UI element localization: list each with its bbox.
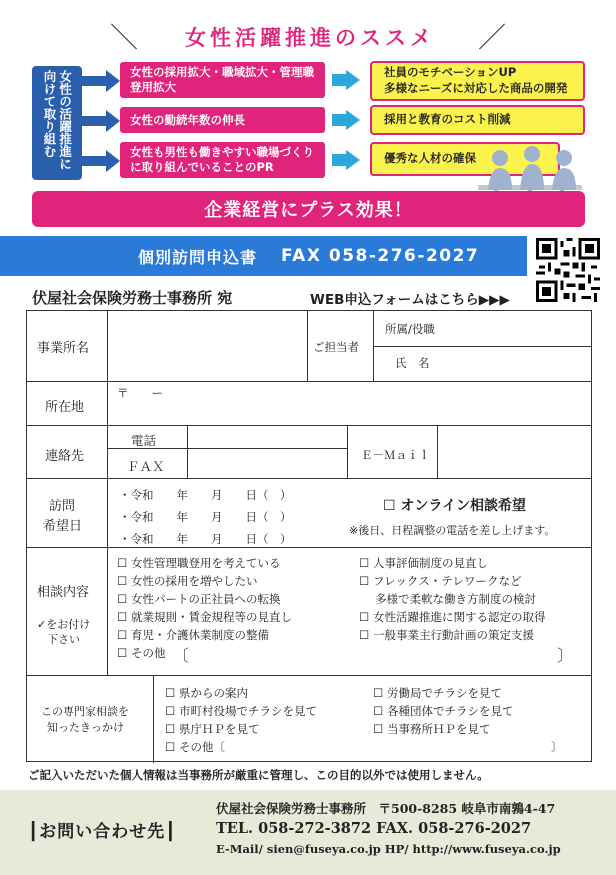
consult-option[interactable]: ☐ 就業規則・賃金規程等の見直し — [117, 610, 292, 624]
date-option-2[interactable]: ・令和 年 月 日（ ） — [119, 510, 292, 524]
web-form-link[interactable]: WEB申込フォームはこちら▶▶▶ — [310, 292, 510, 308]
address-label: 所在地 — [45, 400, 85, 415]
contact-person-label: ご担当者 — [313, 340, 359, 354]
date-option-1[interactable]: ・令和 年 月 日（ ） — [119, 488, 292, 502]
office-addressee: 伏屋社会保険労務士事務所 宛 — [32, 289, 233, 307]
consult-option[interactable]: ☐ 女性の採用を増やしたい — [117, 574, 258, 588]
consult-hint-1: ✓をお付け — [37, 618, 91, 631]
privacy-notice: ご記入いただいた個人情報は当事務所が厳重に管理し、この目的以外では使用しません。 — [28, 768, 489, 782]
cyan-arrow-1 — [332, 70, 360, 90]
result-text-3: 優秀な人材の確保 — [384, 151, 476, 166]
action-text-1: 女性の採用拡大・職域拡大・管理職登用拡大 — [130, 65, 314, 94]
consult-option-continued: 多様で柔軟な働き方制度の検討 — [375, 592, 536, 606]
plus-effect-text: 企業経営にプラス効果！ — [204, 200, 413, 221]
schedule-note: ※後日、日程調整の電話を差し上げます。 — [349, 524, 556, 537]
form-title: 個別訪問申込書 — [138, 247, 258, 267]
action-text-3: 女性も男性も働きやすい職場づくりに取り組んでいることのPR — [130, 145, 314, 174]
trigger-label-2: 知ったきっかけ — [47, 721, 124, 734]
trigger-label-1: この専門家相談を — [41, 705, 129, 718]
cyan-arrow-3 — [332, 150, 360, 170]
blue-arrow-2 — [82, 110, 120, 132]
result-box-2 — [370, 105, 585, 135]
consult-option[interactable]: ☐ フレックス・テレワークなど — [359, 574, 522, 588]
result-box-1 — [370, 61, 585, 101]
consult-option[interactable]: ☐ 女性活躍推進に関する認定の取得 — [359, 610, 546, 624]
contact-title: ┃お問い合わせ先┃ — [28, 822, 177, 842]
qr-code-icon[interactable] — [536, 238, 600, 302]
form-header — [0, 236, 527, 276]
banner-title: 女性活躍推進のススメ — [185, 26, 435, 50]
action-box-3 — [120, 142, 325, 178]
slash-left: ＼ — [110, 21, 139, 54]
consult-option[interactable]: ☐ 育児・介護休業制度の整備 — [117, 628, 269, 642]
contact-label: 連絡先 — [45, 449, 85, 464]
visit-label-2: 希望日 — [43, 519, 83, 534]
action-text-2: 女性の勤続年数の伸長 — [130, 112, 245, 127]
fax-label: ＦＡＸ — [127, 459, 165, 474]
vertical-label-box — [32, 66, 82, 180]
position-label: 所属/役職 — [385, 322, 435, 336]
trigger-bracket-close: 〕 — [551, 740, 563, 754]
application-form — [26, 310, 592, 762]
cyan-arrow-2 — [332, 110, 360, 130]
trigger-option[interactable]: ☐ 当事務所ＨＰを見て — [373, 722, 491, 736]
action-box-1 — [120, 62, 325, 98]
trigger-option[interactable]: ☐ 市町村役場でチラシを見て — [165, 704, 317, 718]
visit-label-1: 訪問 — [49, 499, 76, 514]
tel-fax-line: TEL. 058-272-3872 FAX. 058-276-2027 — [216, 820, 532, 837]
plus-effect-banner — [32, 191, 585, 227]
email-label: Ｅ－Ｍａｉｌ — [361, 448, 430, 462]
trigger-option[interactable]: ☐ 県庁ＨＰを見て — [165, 722, 260, 736]
blue-arrow-1 — [82, 70, 120, 92]
trigger-other-option[interactable]: ☐ その他〔 — [165, 740, 225, 754]
date-option-3[interactable]: ・令和 年 月 日（ ） — [119, 532, 292, 546]
email-web-line[interactable]: E-Mail/ sien@fuseya.co.jp HP/ http://www.fuseya.co.jp — [216, 842, 561, 856]
slash-right: ／ — [478, 21, 507, 54]
blue-arrow-3 — [82, 150, 120, 172]
company-input[interactable] — [117, 321, 297, 371]
postal-code-field[interactable]: 〒 ー — [117, 386, 163, 400]
consult-other-option[interactable]: ☐ その他 — [117, 646, 166, 660]
vertical-label: 女性の活躍推進に向けて取り組む — [42, 70, 73, 170]
consult-hint-2: 下さい — [47, 633, 80, 646]
trigger-option[interactable]: ☐ 各種団体でチラシを見て — [373, 704, 514, 718]
consult-option[interactable]: ☐ 人事評価制度の見直し — [359, 556, 488, 570]
office-address: 伏屋社会保険労務士事務所 〒500-8285 岐阜市南鶉4-47 — [216, 801, 556, 816]
result-text-2: 採用と教育のコスト削減 — [384, 112, 511, 127]
consult-option[interactable]: ☐ 女性パートの正社員への転換 — [117, 592, 281, 606]
consult-option[interactable]: ☐ 一般事業主行動計画の策定支援 — [359, 628, 534, 642]
consult-option[interactable]: ☐ 女性管理職登用を考えている — [117, 556, 281, 570]
trigger-option[interactable]: ☐ 労働局でチラシを見て — [373, 686, 502, 700]
bracket-open: 〔 — [173, 646, 190, 665]
action-box-2 — [120, 107, 325, 133]
phone-label: 電話 — [131, 433, 157, 448]
bracket-close: 〕 — [557, 646, 574, 665]
trigger-option[interactable]: ☐ 県からの案内 — [165, 686, 248, 700]
company-label: 事業所名 — [37, 341, 90, 356]
name-label: 氏 名 — [395, 356, 430, 370]
result-text-1: 社員のモチベーションUP 多様なニーズに対応した商品の開発 — [384, 65, 568, 95]
consult-label: 相談内容 — [37, 585, 90, 600]
online-checkbox[interactable]: ☐ オンライン相談希望 — [383, 498, 527, 514]
fax-number: FAX 058-276-2027 — [281, 246, 480, 266]
